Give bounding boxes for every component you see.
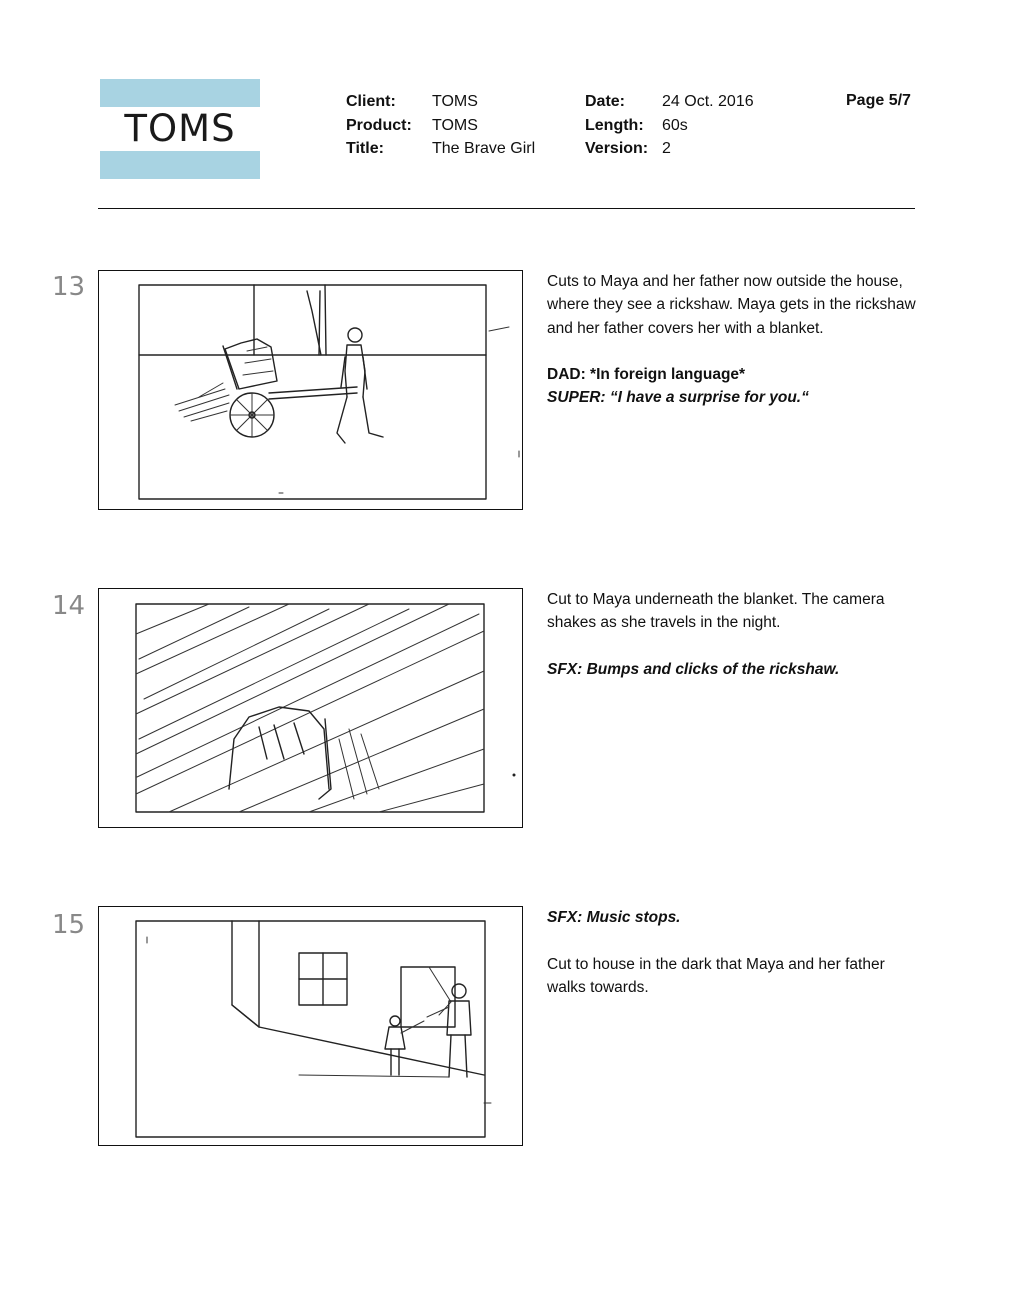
scene-number: 15 xyxy=(52,910,86,940)
scene-action: Cut to house in the dark that Maya and her father walks towards. xyxy=(547,955,885,996)
sketch-house xyxy=(99,907,522,1145)
scene-action: Cuts to Maya and her father now outside the house, where they see a rickshaw. Maya gets in the rickshaw and her father covers her with a blanket. xyxy=(547,273,916,337)
title-value: The Brave Girl xyxy=(432,140,536,157)
date-label: Date: xyxy=(585,93,626,110)
scene-number: 14 xyxy=(52,591,86,621)
product-value: TOMS xyxy=(432,116,478,134)
scene-dialogue: DAD: *In foreign language* xyxy=(547,366,746,384)
page-number: Page 5/7 xyxy=(846,92,911,109)
date-value: 24 Oct. 2016 xyxy=(662,93,754,110)
scene-description xyxy=(547,588,927,681)
sketch-rickshaw xyxy=(99,271,522,509)
header-divider xyxy=(98,208,915,209)
version-value: 2 xyxy=(662,140,671,157)
scene-action: Cut to Maya underneath the blanket. The camera shakes as she travels in the night. xyxy=(547,591,885,632)
storyboard-frame xyxy=(98,906,523,1146)
scene-description xyxy=(547,270,927,410)
logo-wordmark: TOMS xyxy=(124,107,236,150)
client-label: Client: xyxy=(346,93,396,110)
client-value: TOMS xyxy=(432,93,478,110)
toms-logo xyxy=(100,79,260,179)
product-label: Product: xyxy=(346,116,412,134)
version-label: Version: xyxy=(585,140,649,157)
scene-description xyxy=(547,906,927,999)
length-label: Length: xyxy=(585,116,644,134)
header-labels-left xyxy=(346,90,412,161)
scene-sfx: SFX: Music stops. xyxy=(547,909,681,926)
title-label: Title: xyxy=(346,140,384,157)
header-values-right xyxy=(662,90,754,161)
sketch-blanket xyxy=(99,589,522,827)
storyboard-frame xyxy=(98,270,523,510)
scene-number: 13 xyxy=(52,272,86,302)
header-values-left xyxy=(432,90,535,161)
length-value: 60s xyxy=(662,116,688,134)
header-labels-right xyxy=(585,90,648,161)
storyboard-frame xyxy=(98,588,523,828)
scene-sfx: SFX: Bumps and clicks of the rickshaw. xyxy=(547,660,840,678)
scene-super: SUPER: “I have a surprise for you.“ xyxy=(547,389,809,407)
